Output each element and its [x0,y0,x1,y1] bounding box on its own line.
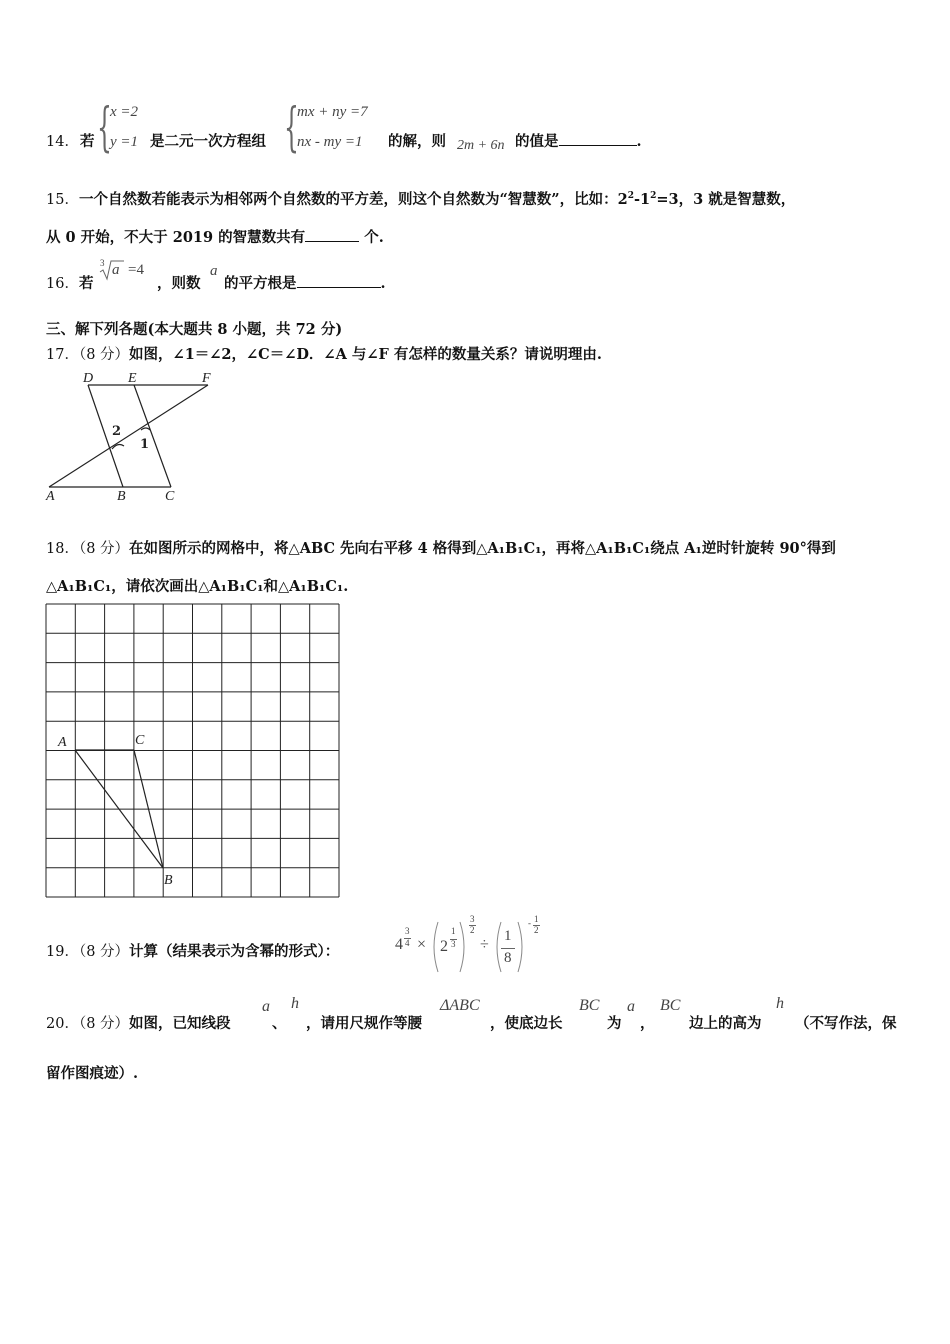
q14-sys1-row2: y =1 [110,134,139,150]
q15-line1: 15．一个自然数若能表示为相邻两个自然数的平方差，则这个自然数为“智慧数”，比如：$2^2-1^2=3$，3 就是智慧数， [46,191,796,208]
line-EC [134,385,171,487]
q14-answer-blank[interactable] [559,131,637,146]
q14-sys2-row1: mx + ny =7 [297,104,368,120]
q20-var-a: a [262,998,270,1015]
label-C: C [165,489,175,504]
label-F: F [202,371,211,386]
q20-t2: ，请用尺规作等腰 [306,1015,422,1032]
q14-if: 若 [80,133,95,150]
q14-brace-left: { [97,98,112,158]
q20-sep: 、 [272,1015,287,1032]
q14-tail2: 的值是 . [515,133,642,150]
q14-sys2-row2: nx - my =1 [297,134,363,150]
left-paren-icon-2 [491,920,503,974]
label-angle-2: 2 [112,424,122,439]
q20-bc-2: BC [660,997,681,1014]
q20-line2: 留作图痕迹）. [46,1065,139,1082]
q16-var: a [210,263,218,279]
q14-mid-text: 是二元一次方程组 [150,133,266,150]
q18-line1: 18．（8 分）在如图所示的网格中，将△ABC 先向右平移 4 格得到△A₁B₁C₁，再将△A₁B₁C₁绕点 A₁逆时针旋转 90°得到 [46,540,836,557]
line-AF [49,385,208,487]
right-paren-icon [458,920,470,974]
q16-number: 16．若 [46,275,94,292]
left-paren-icon [428,920,440,974]
q16-tail: 的平方根是 . [224,275,386,292]
q20-start: 20．（8 分）如图，已知线段 [46,1015,231,1032]
q20-t6: 边上的高为 [689,1015,762,1032]
q16-cube-root: 3 a =4 [98,258,158,282]
q20-t4: 为 [607,1015,622,1032]
q20-var-h2: h [776,995,784,1012]
grid-label-B: B [164,873,173,888]
q20-bc-1: BC [579,997,600,1014]
q20-t3: ，使底边长 [490,1015,563,1032]
q20-var-h: h [291,995,299,1012]
q20-var-a2: a [627,998,635,1015]
q17-text: 17．（8 分）如图，∠1＝∠2，∠C＝∠D．∠A 与∠F 有怎样的数量关系？请说明理由. [46,346,602,363]
right-paren-icon-2 [516,920,528,974]
q14-sys1-row1: x =2 [110,104,139,120]
q20-triangle-ABC: ΔABC [440,997,480,1014]
q15-answer-blank[interactable] [305,227,359,242]
q14-expression: 2m + 6n [457,138,505,153]
grid-label-C: C [135,733,145,748]
q14-number: 14． [46,134,79,150]
label-E: E [128,371,137,386]
q16-mid: ，则数 [157,275,201,292]
q14-tail1: 的解，则 [388,133,446,150]
q17-figure [40,366,225,506]
grid-label-A: A [58,735,67,750]
section3-title: 三、解下列各题(本大题共 8 小题，共 72 分) [46,321,343,338]
label-D: D [83,371,94,386]
q14-brace-right: { [284,98,299,158]
label-angle-1: 1 [140,437,150,452]
q15-line2: 从 0 开始，不大于 2019 的智慧数共有 个. [46,229,384,246]
q20-t5: ， [640,1015,655,1032]
q16-answer-blank[interactable] [297,273,381,288]
q18-line2: △A₁B₁C₁，请依次画出△A₁B₁C₁和△A₁B₁C₁. [46,578,349,595]
label-B: B [117,489,126,504]
label-A: A [46,489,55,504]
q18-grid-figure [40,598,350,908]
angle-1-arc [141,428,150,430]
q19-text: 19．（8 分）计算（结果表示为含幂的形式）： [46,943,340,960]
q19-expression: 4 3 4 × 2 1 3 3 2 ÷ 1 8 - 1 2 [392,912,552,980]
q20-t7: （不写作法，保 [795,1015,897,1032]
